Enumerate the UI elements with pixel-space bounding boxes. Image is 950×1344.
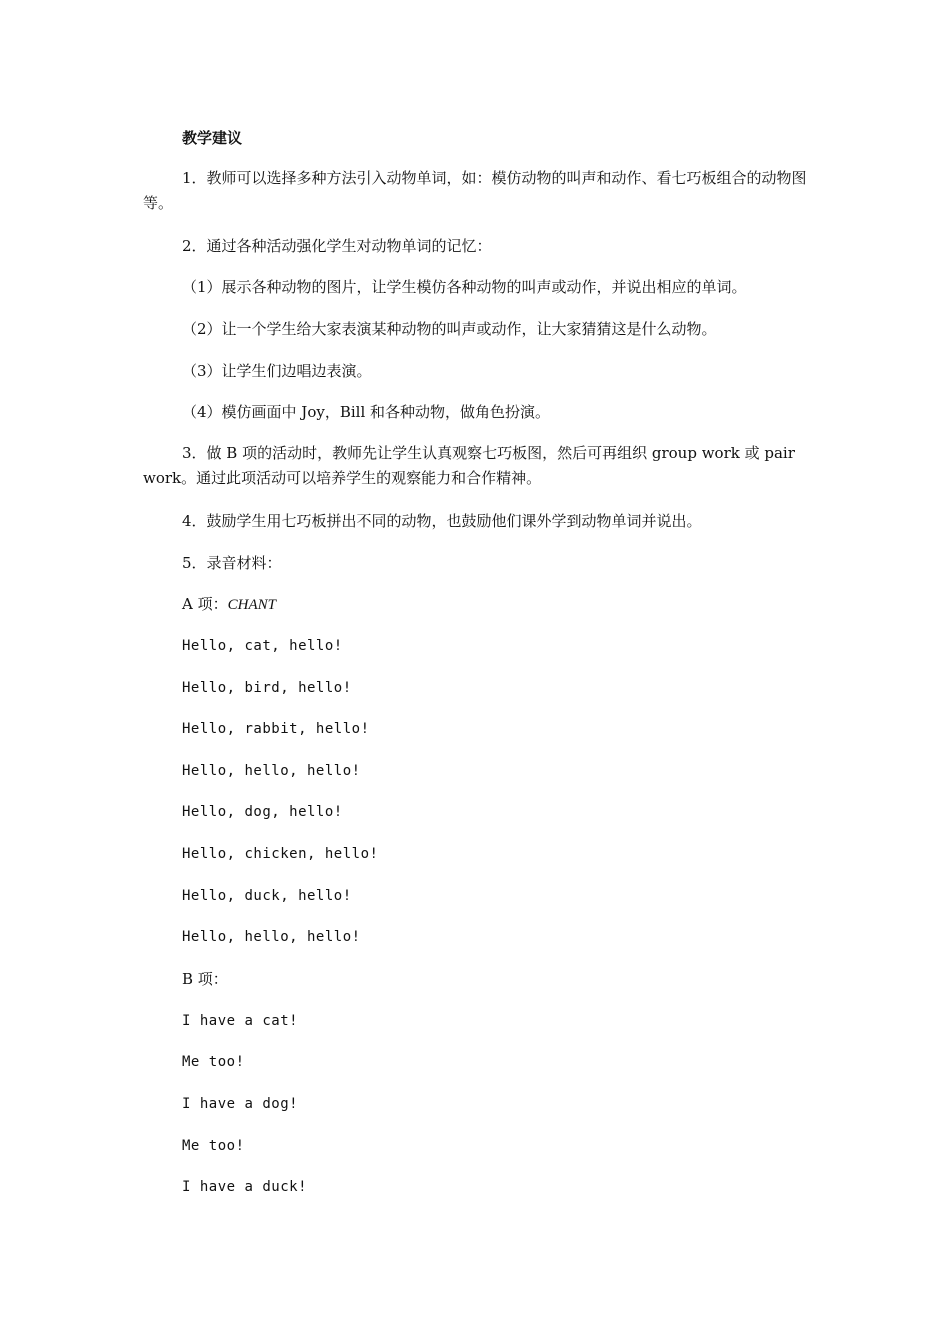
chant-line: Hello, duck, hello! bbox=[182, 888, 352, 904]
section-a-label-text: A 项： bbox=[182, 595, 228, 613]
dialogue-line: I have a cat! bbox=[182, 1013, 299, 1029]
suggestion-item-4: 4．鼓励学生用七巧板拼出不同的动物，也鼓励他们课外学到动物单词并说出。 bbox=[182, 512, 702, 530]
chant-line: Hello, rabbit, hello! bbox=[182, 721, 370, 737]
sub-item-3: （3）让学生们边唱边表演。 bbox=[182, 362, 372, 380]
dialogue-line: Me too! bbox=[182, 1138, 245, 1154]
sub-item-1: （1）展示各种动物的图片，让学生模仿各种动物的叫声或动作，并说出相应的单词。 bbox=[182, 278, 747, 296]
chant-line: Hello, bird, hello! bbox=[182, 680, 352, 696]
section-a-chant: CHANT bbox=[227, 597, 276, 613]
chant-line: Hello, chicken, hello! bbox=[182, 846, 379, 862]
suggestion-item-3: 3．做 B 项的活动时，教师先让学生认真观察七巧板图，然后可再组织 group work 或 pair work。通过此项活动可以培养学生的观察能力和合作精神。 bbox=[143, 444, 795, 487]
chant-line: Hello, cat, hello! bbox=[182, 638, 343, 654]
dialogue-line: I have a dog! bbox=[182, 1096, 299, 1112]
dialogue-line: Me too! bbox=[182, 1054, 245, 1070]
sub-item-4: （4）模仿画面中 Joy，Bill 和各种动物，做角色扮演。 bbox=[182, 403, 551, 421]
sub-item-2: （2）让一个学生给大家表演某种动物的叫声或动作，让大家猜猜这是什么动物。 bbox=[182, 320, 717, 338]
dialogue-line: I have a duck! bbox=[182, 1179, 308, 1195]
chant-line: Hello, dog, hello! bbox=[182, 804, 343, 820]
section-b-label: B 项： bbox=[182, 970, 228, 988]
section-title: 教学建议 bbox=[182, 129, 243, 147]
section-a-label bbox=[182, 594, 276, 615]
suggestion-item-1: 1．教师可以选择多种方法引入动物单词，如：模仿动物的叫声和动作、看七巧板组合的动物图等。 bbox=[143, 169, 807, 212]
suggestion-item-5: 5．录音材料： bbox=[182, 554, 282, 572]
chant-line: Hello, hello, hello! bbox=[182, 929, 361, 945]
chant-line: Hello, hello, hello! bbox=[182, 763, 361, 779]
suggestion-item-2: 2．通过各种活动强化学生对动物单词的记忆： bbox=[182, 237, 492, 255]
